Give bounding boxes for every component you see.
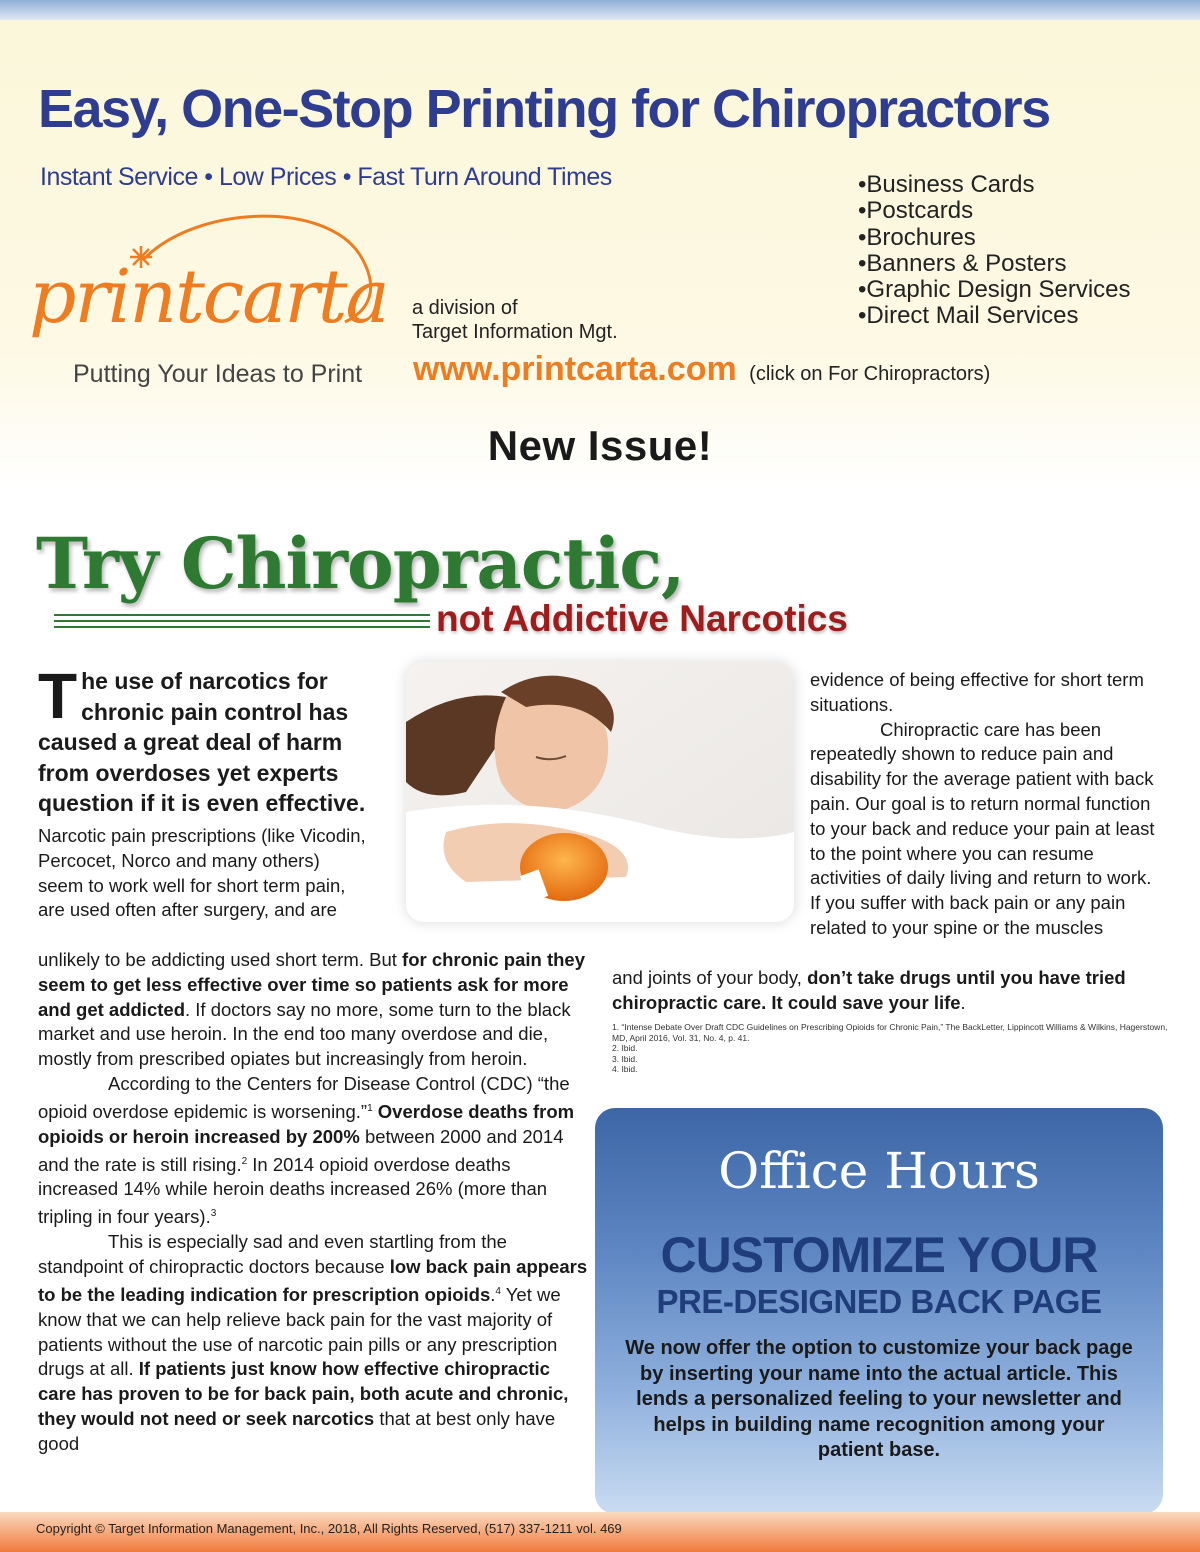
office-hours-box bbox=[595, 1108, 1163, 1514]
drop-cap: T bbox=[38, 660, 78, 732]
footnote: 1. “Intense Debate Over Draft CDC Guidelines on Prescribing Opioids for Chronic Pain,” The BackLetter, Lippincott Williams & Wilkins, Hagerstown, MD, April 2016, Vol. 31, No. 4, p. 41. bbox=[612, 1022, 1168, 1043]
article-emphasis: for chronic pain they seem to get less effective over time so patients ask for more and get addicted bbox=[38, 949, 585, 1020]
article-text: evidence of being effective for short term situations. bbox=[810, 669, 1144, 715]
service-item: • Direct Mail Services bbox=[858, 303, 1131, 329]
top-color-band bbox=[0, 0, 1200, 20]
title-rule-lines bbox=[54, 614, 430, 636]
website-link[interactable]: www.printcarta.com bbox=[413, 350, 737, 388]
service-item: • Postcards bbox=[858, 198, 1131, 224]
division-line: a division of bbox=[412, 297, 518, 319]
website-note: (click on For Chiropractors) bbox=[749, 363, 991, 385]
article-right-column bbox=[810, 668, 1162, 941]
article-emphasis: low back pain appears to be the leading indication for prescription opioids bbox=[38, 1256, 588, 1305]
article-lead: The use of narcotics for chronic pain control has caused a great deal of harm from overdoses yet experts question if it is even effective. bbox=[38, 660, 366, 816]
footnotes bbox=[612, 1022, 1172, 1075]
lead-text: he use of narcotics for chronic pain control has caused a great deal of harm from overdoses yet experts question if it is even effective bbox=[38, 668, 359, 816]
copyright-text: Copyright © Target Information Management, Inc., 2018, All Rights Reserved, (517) 337-1211 vol. 469 bbox=[36, 1521, 622, 1536]
article-text: . If doctors say no more, some turn to the black market and use heroin. In the end too many overdose and die, mostly from prescribed opiates but increasingly from heroin. bbox=[38, 998, 571, 1070]
article-text: This is especially sad and even startling from the standpoint of chiropractic doctors because bbox=[38, 1231, 507, 1278]
article-p1-top bbox=[38, 824, 370, 923]
office-hours-body: We now offer the option to customize your back page by inserting your name into the actual article. This lends a personalized feeling to your newsletter and helps in building name recognition among your patient base. bbox=[625, 1337, 1133, 1461]
article-text: and joints of your body, bbox=[612, 967, 802, 988]
service-item: • Brochures bbox=[858, 225, 1131, 251]
article-title: Try Chiropractic, bbox=[36, 522, 685, 605]
article-left-column: unlikely to be addicting used short term. But for chronic pain they seem to get less effective over time so patients ask for more and get addicted. If doctors say no more, some turn to the black market and use heroin. In the end too many overdose and die, mostly from prescribed opiates but increasingly from heroin. According to the Centers for Disease Control (CDC) “the opioid overdose epidemic is worsening.”$^1$ Overdose deaths from opioids or heroin increased by 200% between 2000 and 2014 and the rate is still rising.$^2$ In 2014 opioid overdose deaths increased 14% while heroin deaths increased 26% (more than tripling in four years).$^3$ This is especially sad and even startling from the standpoint of chiropractic doctors because low back pain appears to be the leading indication for prescription opioids.$^4$ Yet we know that we can help relieve back pain for the vast majority of patients without the use of narcotic pain pills or any prescription drugs at all. If patients just know how effective chiropractic care has proven to be for back pain, both acute and chronic, they would not need or seek narcotics that at best only have good bbox=[38, 949, 588, 1454]
article-text: Yet we know that we can help relieve back pain for the vast majority of patients without the use of narcotic pain pills or any prescription drugs at all. bbox=[38, 1283, 561, 1380]
article-subtitle: not Addictive Narcotics bbox=[436, 598, 848, 639]
article-emphasis: Overdose deaths from opioids or heroin increased by 200% bbox=[38, 1100, 575, 1147]
footnote: 3. Ibid. bbox=[612, 1053, 638, 1064]
tagline: Instant Service • Low Prices • Fast Turn Around Times bbox=[40, 163, 612, 191]
article-text: According to the Centers for Disease Control (CDC) “the opioid overdose epidemic is worsening.” bbox=[38, 1072, 570, 1122]
back-page-heading: PRE-DESIGNED BACK PAGE bbox=[656, 1283, 1102, 1320]
article-text: between 2000 and 2014 and the rate is still rising. bbox=[38, 1125, 564, 1175]
article-text: that at best only have good bbox=[38, 1407, 556, 1454]
article-text: Narcotic pain prescriptions (like Vicodin, Percocet, Norco and many others) seem to work well for short term pain, are used often after surgery, and are bbox=[38, 825, 366, 921]
article-text: Chiropractic care has been repeatedly shown to reduce pain and disability for the average patient with back pain. Our goal is to return normal function to your back and reduce your pain at least to the point where you can resume activities of daily living and return to work. If you suffer with back pain or any pain related to your spine or the muscles bbox=[810, 718, 1155, 938]
service-item: • Banners & Posters bbox=[858, 251, 1131, 277]
article-text: unlikely to be addicting used short term. But bbox=[38, 949, 397, 970]
website bbox=[413, 350, 990, 389]
logo-wordmark: printcarta bbox=[29, 254, 388, 340]
services-list bbox=[858, 172, 1131, 330]
footnote: 4. Ibid. bbox=[612, 1064, 638, 1074]
headline: Easy, One-Stop Printing for Chiropractors bbox=[38, 79, 1050, 139]
article-text: In 2014 opioid overdose deaths increased 14% while heroin deaths increased 26% (more than tripling in four years). bbox=[38, 1153, 548, 1228]
sleeping-woman-photo bbox=[406, 662, 794, 922]
footnote: 2. Ibid. bbox=[612, 1043, 638, 1053]
new-issue-banner: New Issue! bbox=[487, 422, 713, 469]
logo-tagline: Putting Your Ideas to Print bbox=[73, 360, 363, 388]
article-emphasis: don’t take drugs until you have tried chiropractic care. It could save your life bbox=[612, 967, 1126, 1013]
division-line: Target Information Mgt. bbox=[412, 321, 618, 343]
header bbox=[0, 20, 1200, 490]
service-item: • Business Cards bbox=[858, 172, 1131, 198]
printcarta-logo bbox=[25, 210, 388, 400]
office-hours-title: Office Hours bbox=[718, 1142, 1040, 1200]
customize-heading: CUSTOMIZE YOUR bbox=[660, 1227, 1098, 1283]
division-text bbox=[412, 296, 618, 344]
footer bbox=[0, 1512, 1200, 1552]
article-emphasis: If patients just know how effective chiropractic care has proven to be for back pain, both acute and chronic, they would not need or seek narcotics bbox=[38, 1358, 569, 1429]
service-item: • Graphic Design Services bbox=[858, 277, 1131, 303]
article-right-conclusion: and joints of your body, don’t take drugs until you have tried chiropractic care. It could save your life. bbox=[612, 967, 1126, 1013]
